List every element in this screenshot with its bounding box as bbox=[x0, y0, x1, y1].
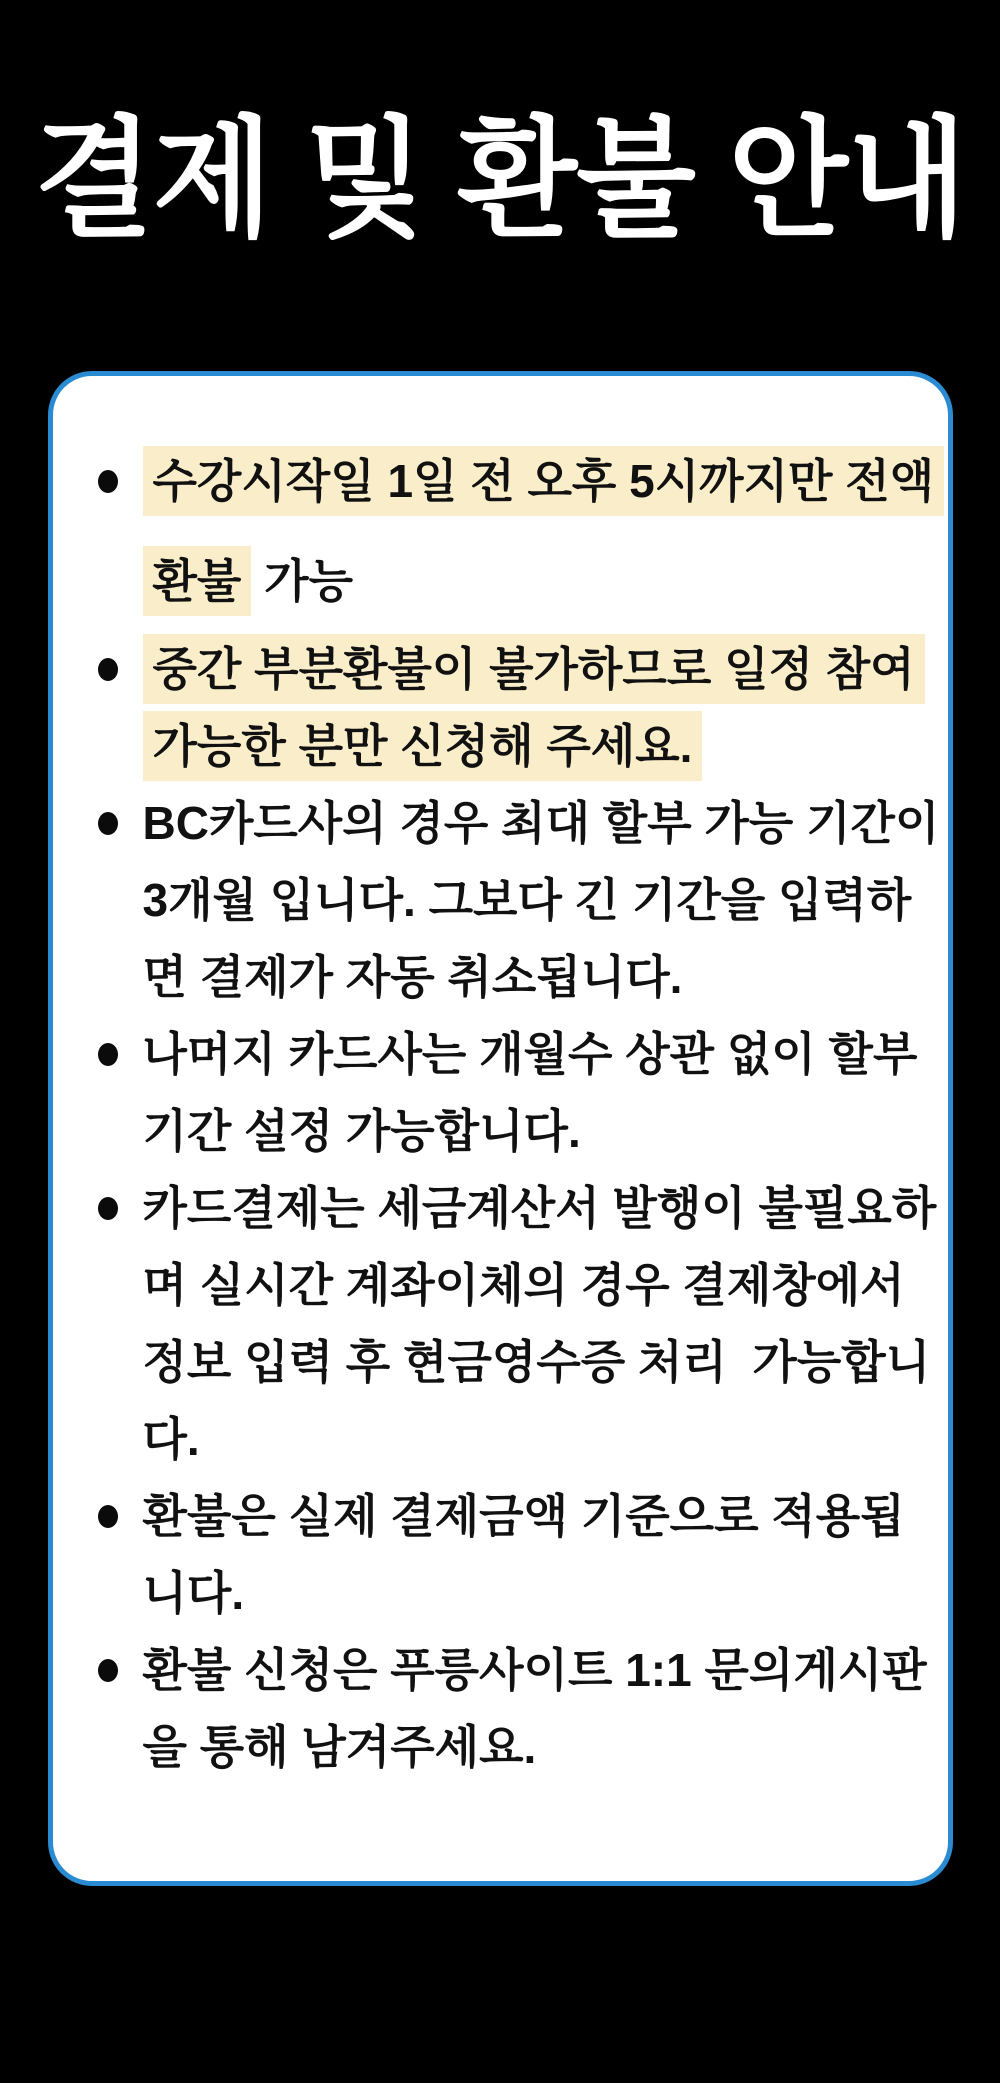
bullet-dot-icon bbox=[98, 658, 118, 681]
list-item bbox=[98, 431, 935, 631]
bullet-line bbox=[143, 1555, 918, 1632]
bullet-marker bbox=[98, 785, 143, 862]
bullet-line bbox=[143, 631, 918, 708]
bullet-line bbox=[143, 431, 935, 531]
bullet-dot-icon bbox=[98, 1505, 118, 1528]
bullet-text bbox=[143, 631, 918, 785]
plain-text: 을 통해 남겨주세요. bbox=[142, 1721, 537, 1774]
list-item bbox=[98, 1632, 927, 1786]
bullet-line bbox=[142, 785, 940, 862]
plain-text: 환불은 실제 결제금액 기준으로 적용됩 bbox=[142, 1490, 905, 1543]
plain-text: 며 실시간 계좌이체의 경우 결제창에서 bbox=[142, 1259, 905, 1312]
refund-notice-list bbox=[98, 431, 940, 1786]
list-item bbox=[98, 1478, 918, 1632]
page-title: 결제 및 환불 안내 bbox=[34, 107, 966, 253]
bullet-line bbox=[143, 708, 918, 785]
bullet-line bbox=[143, 862, 918, 939]
list-item bbox=[98, 1170, 937, 1478]
bullet-marker bbox=[98, 1170, 143, 1247]
bullet-line bbox=[142, 1324, 931, 1401]
bullet-text bbox=[143, 431, 935, 631]
bullet-dot-icon bbox=[98, 812, 118, 835]
bullet-line bbox=[143, 1401, 918, 1478]
notice-card bbox=[48, 371, 953, 1886]
plain-text: 니다. bbox=[142, 1567, 245, 1620]
list-item bbox=[98, 1016, 918, 1170]
bullet-dot-icon bbox=[98, 1197, 118, 1220]
plain-text: 카드결제는 세금계산서 발행이 불필요하 bbox=[142, 1182, 937, 1235]
bullet-dot-icon bbox=[98, 1659, 118, 1682]
plain-text: 3개월 입니다. 그보다 긴 기간을 입력하 bbox=[142, 874, 912, 927]
bullet-dot-icon bbox=[98, 470, 118, 493]
bullet-dot-icon bbox=[98, 1043, 118, 1066]
bullet-line bbox=[143, 1709, 918, 1786]
bullet-text bbox=[142, 1170, 937, 1478]
plain-text: 가능 bbox=[251, 555, 354, 608]
highlighted-text: 환불 bbox=[143, 546, 252, 616]
bullet-marker bbox=[98, 431, 143, 531]
bullet-line bbox=[143, 1093, 918, 1170]
highlighted-text: 중간 부분환불이 불가하므로 일정 참여 bbox=[143, 634, 925, 704]
highlighted-text: 가능한 분만 신청해 주세요. bbox=[143, 711, 703, 781]
plain-text: BC카드사의 경우 최대 할부 가능 기간이 bbox=[142, 797, 940, 850]
plain-text: 나머지 카드사는 개월수 상관 없이 할부 bbox=[142, 1028, 918, 1081]
plain-text: 환불 신청은 푸릉사이트 1:1 문의게시판 bbox=[142, 1644, 927, 1697]
bullet-text bbox=[142, 785, 940, 1016]
bullet-line bbox=[142, 1170, 937, 1247]
highlighted-text: 수강시작일 1일 전 오후 5시까지만 전액 bbox=[143, 446, 945, 516]
bullet-text bbox=[143, 1016, 918, 1170]
list-item bbox=[98, 785, 940, 1016]
plain-text: 기간 설정 가능합니다. bbox=[142, 1105, 581, 1158]
bullet-text bbox=[143, 1478, 918, 1632]
bullet-line bbox=[143, 1016, 918, 1093]
plain-text: 정보 입력 후 현금영수증 처리 가능합니 bbox=[142, 1336, 931, 1389]
plain-text: 면 결제가 자동 취소됩니다. bbox=[142, 951, 683, 1004]
list-item bbox=[98, 631, 918, 785]
bullet-line bbox=[143, 531, 918, 631]
bullet-marker bbox=[98, 1632, 143, 1709]
payment-refund-notice-page bbox=[0, 96, 1000, 2083]
bullet-marker bbox=[98, 1478, 143, 1555]
bullet-line bbox=[143, 1478, 918, 1555]
bullet-line bbox=[143, 939, 918, 1016]
bullet-line bbox=[142, 1632, 927, 1709]
bullet-marker bbox=[98, 631, 143, 708]
plain-text: 다. bbox=[142, 1413, 200, 1466]
bullet-text bbox=[142, 1632, 927, 1786]
bullet-line bbox=[143, 1247, 918, 1324]
bullet-marker bbox=[98, 1016, 143, 1093]
